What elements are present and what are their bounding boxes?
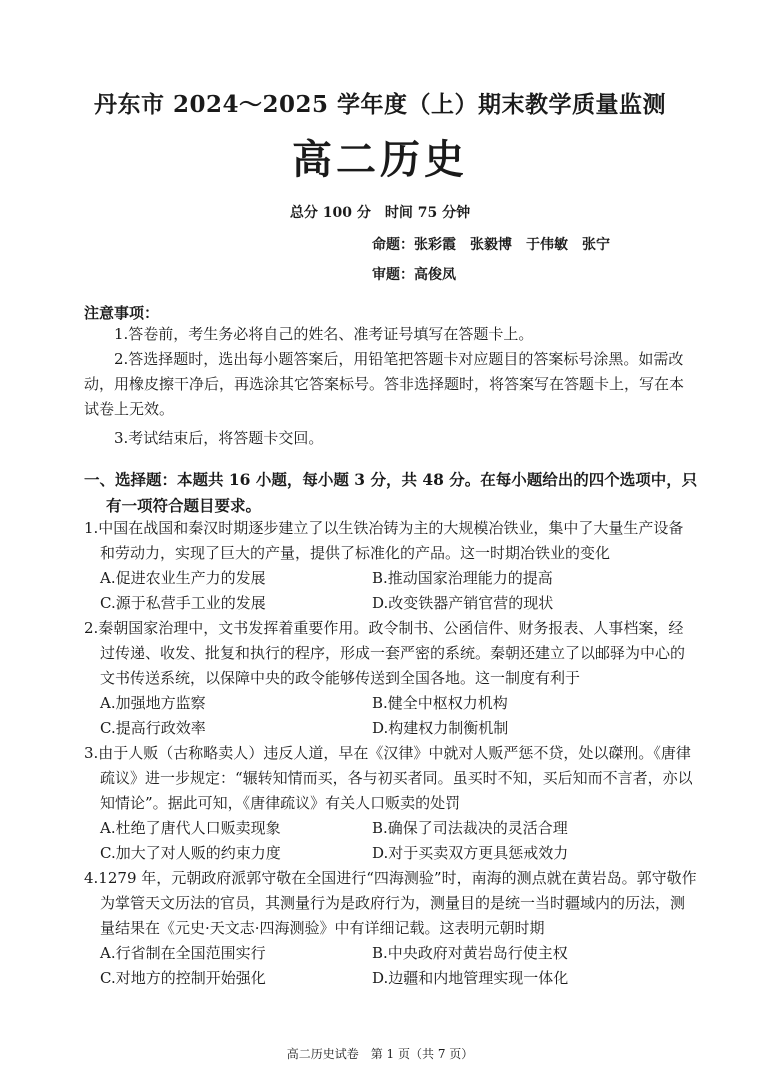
notice-item-2: 2.答选择题时，选出每小题答案后，用铅笔把答题卡对应题目的答案标号涂黑。如需改动，用橡皮擦干净后，再选涂其它答案标号。答非选择题时，将答案写在答题卡上，写在本试卷上无效。 (84, 350, 685, 418)
notice-item-3: 3.考试结束后，将答题卡交回。 (114, 429, 324, 447)
score-time-line: 总分 100 分 时间 75 分钟 (289, 205, 471, 221)
section-heading: 一、选择题：本题共 16 小题，每小题 3 分，共 48 分。在每小题给出的四个选项中，只有一项符合题目要求。 (84, 470, 698, 515)
question-1-option-b: B.推动国家治理能力的提高 (372, 569, 553, 587)
question-2-option-a: A.加强地方监察 (100, 694, 206, 712)
notice-item-1: 1.答卷前，考生务必将自己的姓名、准考证号填写在答题卡上。 (114, 325, 534, 343)
question-3-option-b: B.确保了司法裁决的灵活合理 (372, 819, 568, 837)
question-1-option-c: C.源于私营手工业的发展 (100, 594, 266, 612)
question-4-option-c: C.对地方的控制开始强化 (100, 969, 266, 987)
question-1-option-a: A.促进农业生产力的发展 (100, 569, 266, 587)
question-3-option-a: A.杜绝了唐代人口贩卖现象 (100, 819, 281, 837)
question-4-option-a: A.行省制在全国范围实行 (100, 944, 266, 962)
question-1-stem: 1.中国在战国和秦汉时期逐步建立了以生铁冶铸为主的大规模冶铁业，集中了大量生产设备和劳动力，实现了巨大的产量，提供了标准化的产品。这一时期冶铁业的变化 (84, 519, 684, 562)
subject-title: 高二历史 (292, 136, 468, 183)
question-4-stem: 4.1279 年，元朝政府派郭守敬在全国进行“四海测验”时，南海的测点就在黄岩岛。郭守敬作为掌管天文历法的官员，其测量行为是政府行为，测量目的是统一当时疆域内的历法，测量结果在《元史·天文志·四海测验》中有详细记载。这表明元朝时期 (84, 869, 697, 937)
page-footer: 高二历史试卷 第 1 页（共 7 页） (286, 1047, 474, 1061)
question-2-option-d: D.构建权力制衡机制 (372, 719, 509, 737)
question-3-option-c: C.加大了对人贩的约束力度 (100, 844, 281, 862)
question-2-option-b: B.健全中枢权力机构 (372, 694, 508, 712)
question-3-option-d: D.对于买卖双方更具惩戒效力 (372, 844, 569, 862)
question-2-option-c: C.提高行政效率 (100, 719, 206, 737)
reviewer-line: 审题：高俊凤 (372, 267, 456, 283)
authors-line: 命题：张彩霞 张毅博 于伟敏 张宁 (372, 237, 610, 253)
question-4-option-d: D.边疆和内地管理实现一体化 (372, 969, 569, 987)
question-1-option-d: D.改变铁器产销官营的现状 (372, 594, 554, 612)
exam-title: 丹东市 2024～2025 学年度（上）期末教学质量监测 (93, 91, 667, 118)
question-3-stem: 3.由于人贩（古称略卖人）违反人道，早在《汉律》中就对人贩严惩不贷，处以磔刑。《唐律疏议》进一步规定：“辗转知情而买，各与初买者同。虽买时不知，买后知而不言者，亦以知情论”。据此可知，《唐律疏议》有关人口贩卖的处罚 (84, 744, 693, 812)
notice-heading: 注意事项： (84, 304, 160, 322)
question-4-option-b: B.中央政府对黄岩岛行使主权 (372, 944, 568, 962)
question-2-stem: 2.秦朝国家治理中，文书发挥着重要作用。政令制书、公函信件、财务报表、人事档案，经过传递、收发、批复和执行的程序，形成一套严密的系统。秦朝还建立了以邮驿为中心的文书传送系统，以保障中央的政令能够传送到全国各地。这一制度有利于 (84, 619, 686, 687)
